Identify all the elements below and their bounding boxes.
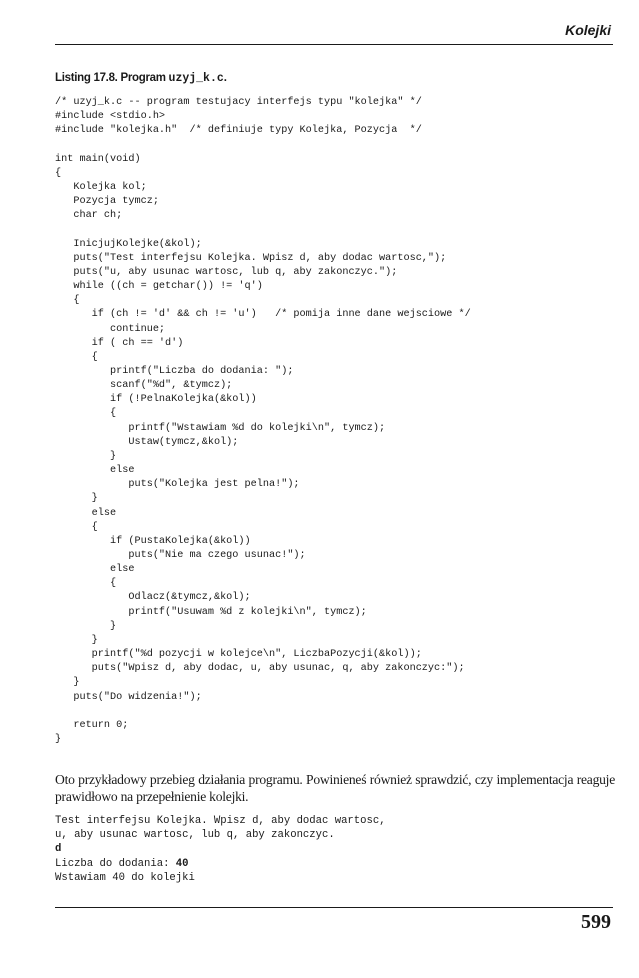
code-line: else <box>55 564 135 576</box>
body-paragraph: Oto przykładowy przebieg działania programu. Powinieneś również sprawdzić, czy implementacja reaguje prawidłowo na przepełnienie kolejki. <box>55 772 615 804</box>
code-line: } <box>55 493 98 505</box>
output-line: Liczba do dodania: <box>55 857 176 870</box>
code-line: puts("Wpisz d, aby dodac, u, aby usunac, q, aby zakonczyc:"); <box>55 663 465 675</box>
code-line: else <box>55 507 117 519</box>
code-line: puts("u, aby usunac wartosc, lub q, aby zakonczyc."); <box>55 266 398 278</box>
code-line: if ( ch == 'd') <box>55 337 184 349</box>
code-line: { <box>55 167 62 179</box>
code-line: #include <stdio.h> <box>55 111 166 123</box>
code-line: int main(void) <box>55 153 141 165</box>
code-line: puts("Nie ma czego usunac!"); <box>55 550 306 561</box>
code-line: if (!PelnaKolejka(&kol)) <box>55 394 257 406</box>
code-listing <box>55 96 471 747</box>
page-number: 599 <box>581 911 611 933</box>
code-line: } <box>55 677 80 689</box>
footer-rule <box>55 907 613 908</box>
output-line: Test interfejsu Kolejka. Wpisz d, aby dodac wartosc, <box>55 815 386 827</box>
listing-caption-filename: uzyj_k.c <box>168 72 224 85</box>
code-line: continue; <box>55 323 166 335</box>
code-line: char ch; <box>55 210 123 222</box>
code-line: Odlacz(&tymcz,&kol); <box>55 592 251 604</box>
code-line: { <box>55 578 117 590</box>
code-line: printf("%d pozycji w kolejce\n", LiczbaPozycji(&kol)); <box>55 649 422 661</box>
code-line: puts("Test interfejsu Kolejka. Wpisz d, aby dodac wartosc,"); <box>55 252 447 264</box>
code-line: Ustaw(tymcz,&kol); <box>55 436 239 448</box>
code-line: scanf("%d", &tymcz); <box>55 380 233 392</box>
code-line: while ((ch = getchar()) != 'q') <box>55 281 263 293</box>
listing-caption-suffix: . <box>223 72 227 84</box>
sample-output <box>55 814 386 885</box>
output-line: u, aby usunac wartosc, lub q, aby zakonczyc. <box>55 829 335 842</box>
code-line: } <box>55 634 98 646</box>
listing-caption-prefix: Listing 17.8. Program <box>55 72 169 84</box>
code-line: Kolejka kol; <box>55 181 147 193</box>
code-line: puts("Do widzenia!"); <box>55 691 202 703</box>
code-line: else <box>55 465 135 477</box>
code-line: } <box>55 734 62 746</box>
output-user-input: d <box>55 843 62 856</box>
code-line: if (PustaKolejka(&kol)) <box>55 535 251 547</box>
code-line: { <box>55 351 98 363</box>
code-line: /* uzyj_k.c -- program testujacy interfejs typu "kolejka" */ <box>55 97 422 108</box>
code-line: Pozycja tymcz; <box>55 196 159 208</box>
code-line: puts("Kolejka jest pelna!"); <box>55 479 300 491</box>
code-line: if (ch != 'd' && ch != 'u') /* pomija inne dane wejsciowe */ <box>55 309 471 321</box>
header-rule <box>55 44 613 45</box>
running-header-title: Kolejki <box>565 22 611 38</box>
code-line: } <box>55 620 117 632</box>
output-line: Wstawiam 40 do kolejki <box>55 871 195 884</box>
code-line: printf("Liczba do dodania: "); <box>55 365 294 377</box>
code-line: } <box>55 450 117 462</box>
code-line: #include "kolejka.h" /* definiuje typy Kolejka, Pozycja */ <box>55 125 422 137</box>
code-line: printf("Wstawiam %d do kolejki\n", tymcz); <box>55 422 386 434</box>
code-line: InicjujKolejke(&kol); <box>55 238 202 250</box>
code-line: { <box>55 521 98 533</box>
listing-caption <box>55 72 227 85</box>
code-line: printf("Usuwam %d z kolejki\n", tymcz); <box>55 606 367 618</box>
code-line: { <box>55 408 117 420</box>
code-line: { <box>55 295 80 307</box>
code-line: return 0; <box>55 719 129 731</box>
output-user-input: 40 <box>175 857 189 870</box>
